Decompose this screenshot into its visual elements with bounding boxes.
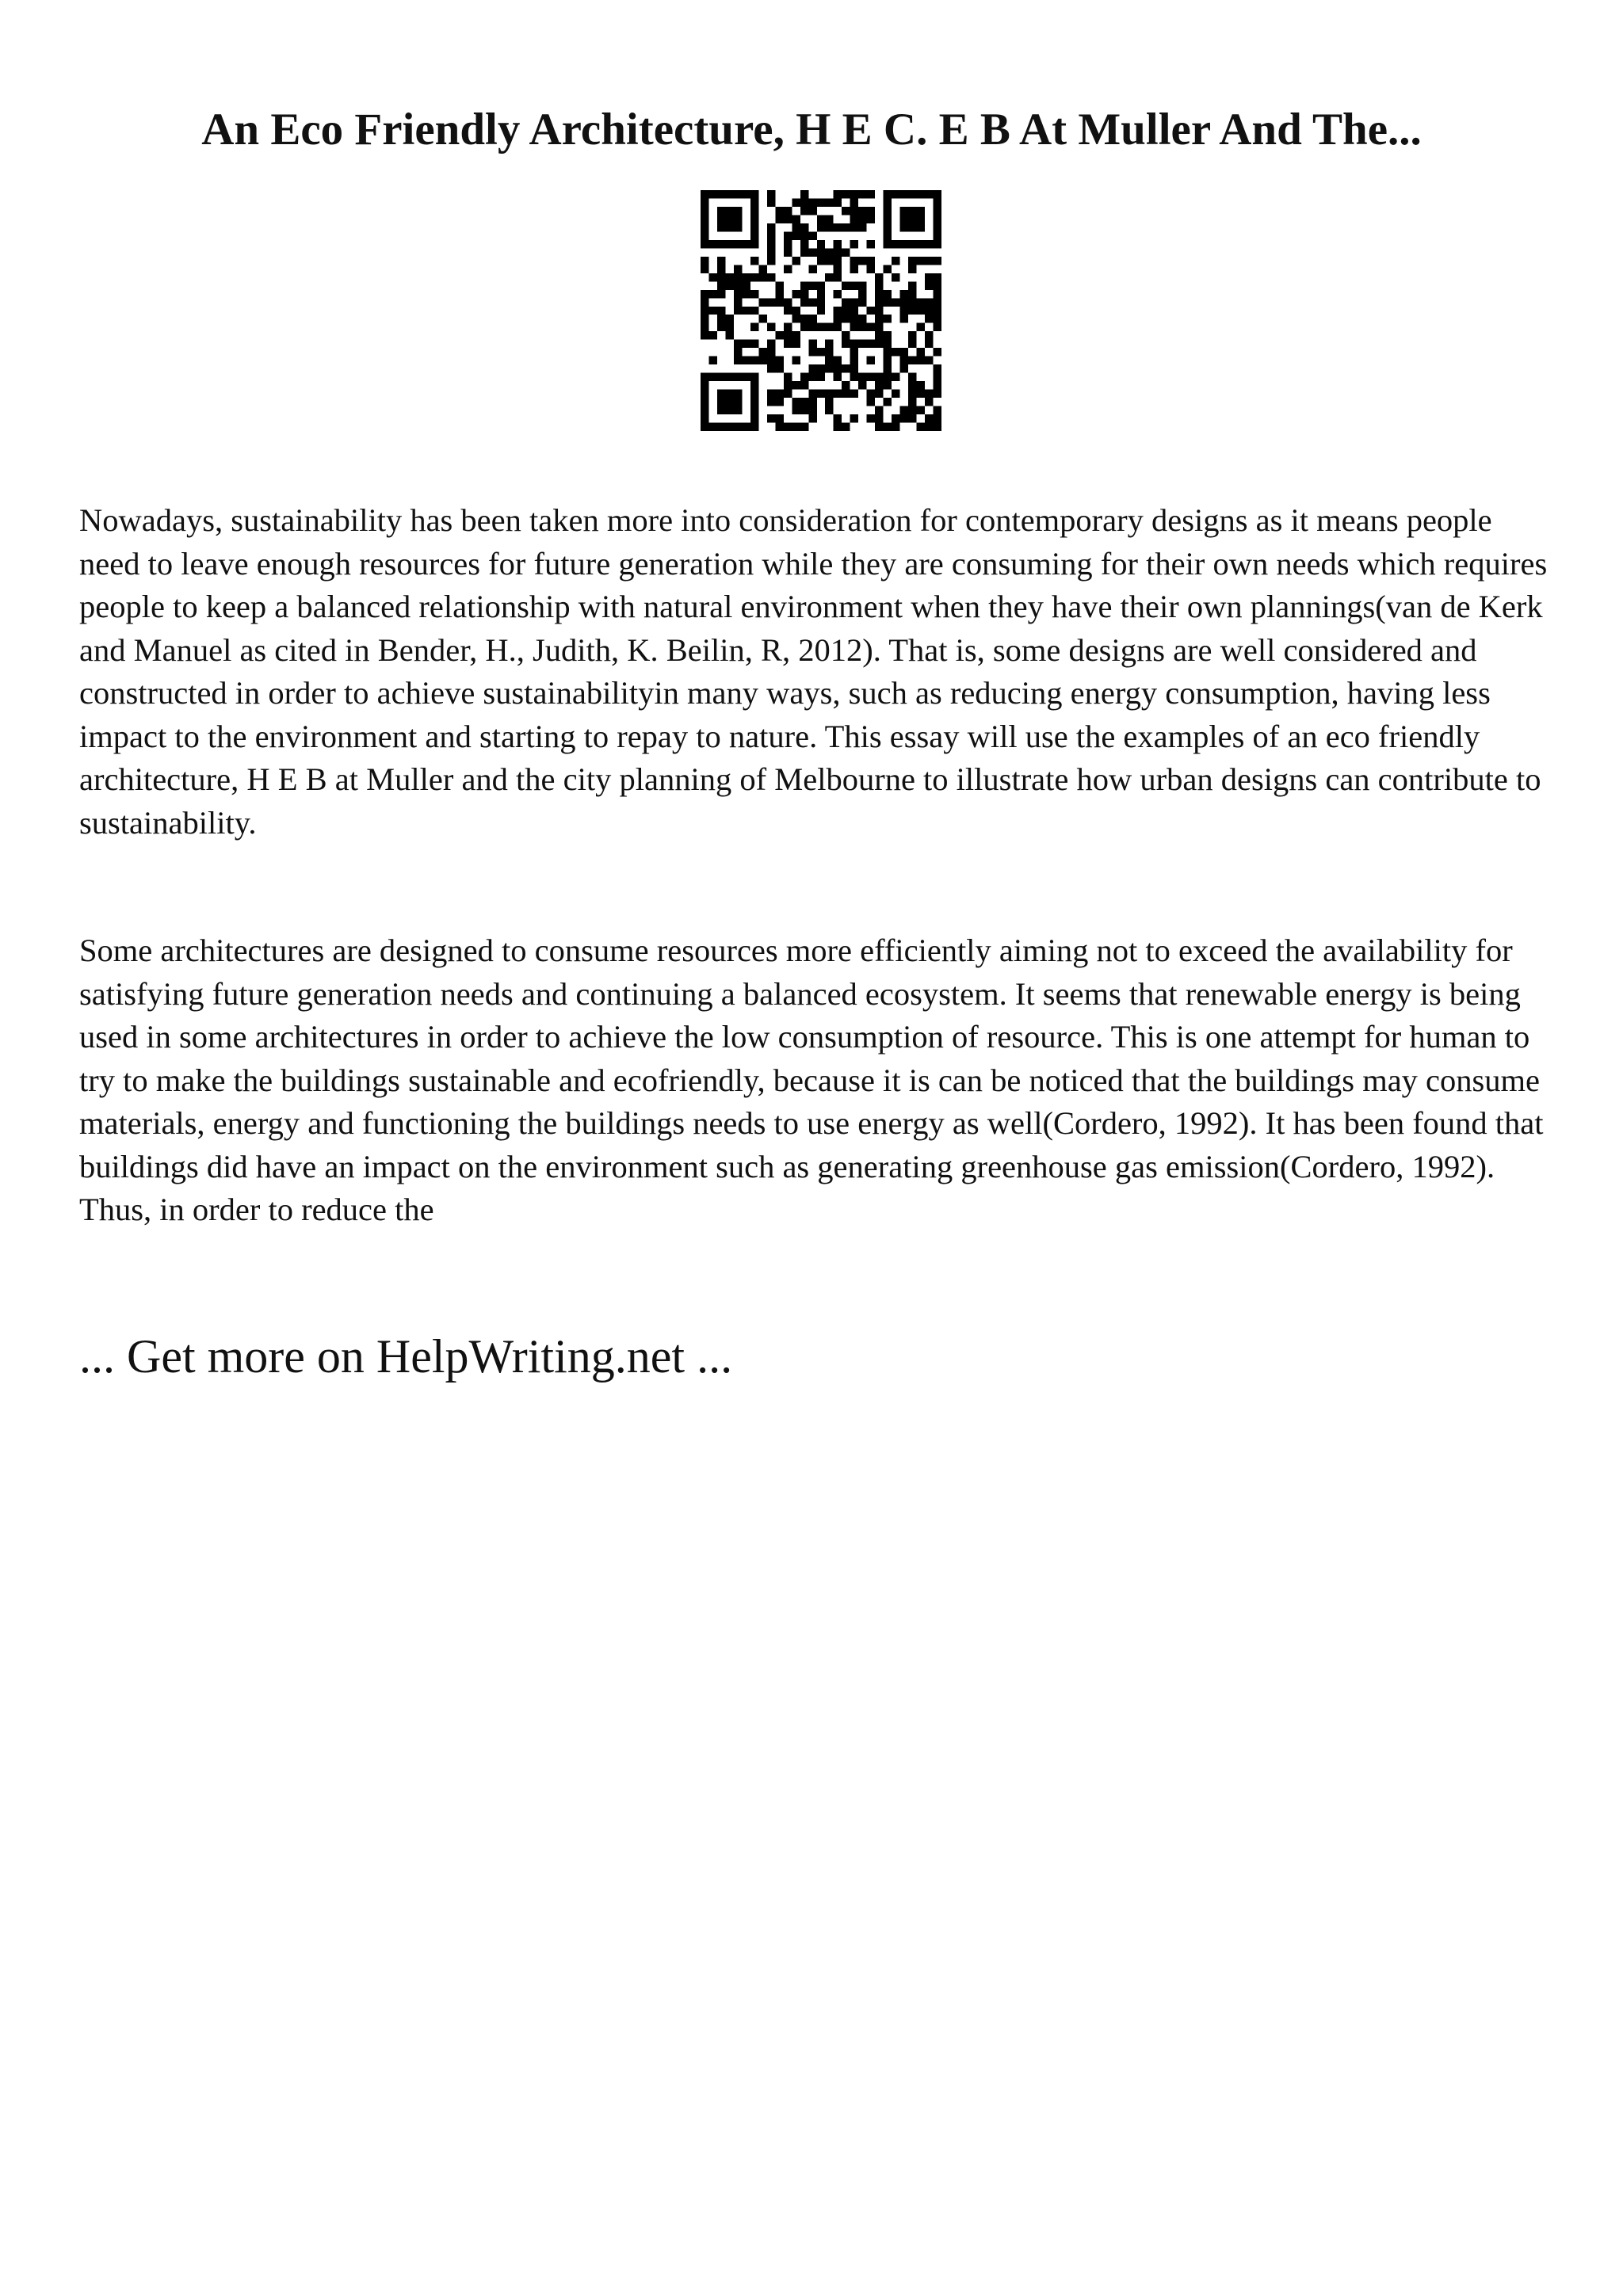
- document-title: An Eco Friendly Architecture, H E C. E B At Muller And The...: [201, 105, 1422, 154]
- qr-code-icon: [701, 190, 941, 431]
- paragraph-2: Some architectures are designed to consume resources more efficiently aiming not to exceed the availability for satisfying future generation needs and continuing a balanced ecosystem. It seems that renewable energy is being used in some architectures in order to achieve the low consumption of resource. This is one attempt for human to try to make the buildings sustainable and ecofriendly, because it is can be noticed that the buildings may consume materials, energy and functioning the buildings needs to use energy as well(Cordero, 1992). It has been found that buildings did have an impact on the environment such as generating greenhouse gas emission(Cordero, 1992). Thus, in order to reduce the: [79, 933, 1544, 1227]
- get-more-link[interactable]: ... Get more on HelpWriting.net ...: [79, 1330, 733, 1383]
- paragraph-1: Nowadays, sustainability has been taken more into consideration for contemporary designs as it means people need to leave enough resources for future generation while they are consuming for their own needs which requires people to keep a balanced relationship with natural environment when they have their own plannings(van de Kerk and Manuel as cited in Bender, H., Judith, K. Beilin, R, 2012). That is, some designs are well considered and constructed in order to achieve sustainabilityin many ways, such as reducing energy consumption, having less impact to the environment and starting to repay to nature. This essay will use the examples of an eco friendly architecture, H E B at Muller and the city planning of Melbourne to illustrate how urban designs can contribute to sustainability.: [79, 502, 1548, 841]
